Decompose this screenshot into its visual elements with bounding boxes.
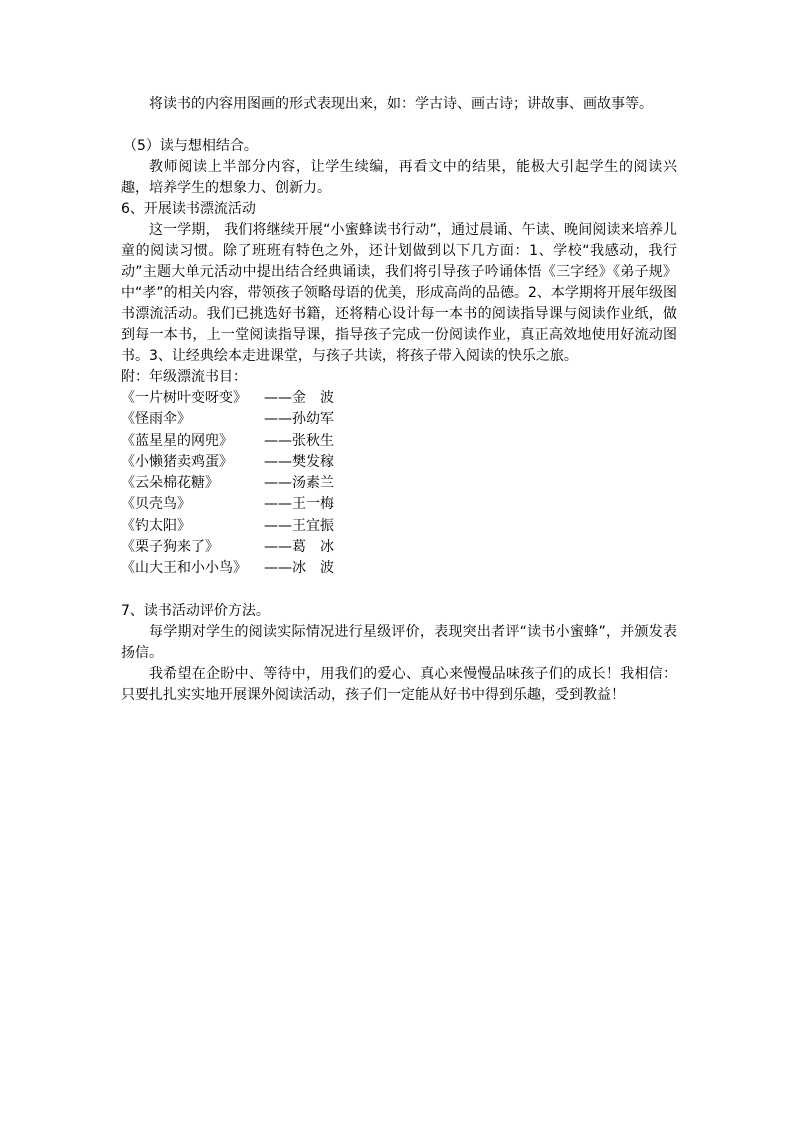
book-list-item	[121, 473, 677, 494]
book-title: 《贝壳鸟》	[121, 496, 191, 513]
book-list-item	[121, 409, 677, 430]
book-title: 《蓝星星的网兜》	[121, 432, 233, 449]
book-list-item	[121, 537, 677, 558]
book-list-item	[121, 388, 677, 409]
appendix-label: 附：年级漂流书目：	[121, 369, 247, 385]
book-author: ——张秋生	[264, 432, 334, 449]
section-6-heading: 6、开展读书漂流活动	[121, 201, 256, 217]
book-title: 《山大王和小小鸟》	[121, 560, 247, 577]
section-5-body: 教师阅读上半部分内容，让学生续编，再看文中的结果，能极大引起学生的阅读兴趣，培养学生的想象力、创新力。	[121, 159, 677, 196]
section-5-heading: （5）读与想相结合。	[123, 138, 258, 154]
book-list-item	[121, 494, 677, 515]
section-6-body: 这一学期， 我们将继续开展“小蜜蜂读书行动”，通过晨诵、午读、晚间阅读来培养儿童的阅读习惯。除了班班有特色之外，还计划做到以下几方面：1、学校“我感动，我行动”主题大单元活动中提出结合经典诵读，我们将引导孩子吟诵体悟《三字经》《弟子规》中“孝”的相关内容，带领孩子领略母语的优美，形成高尚的品德。2、本学期将开展年级图书漂流活动。我们已挑选好书籍，还将精心设计每一本书的阅读指导课与阅读作业纸，做到每一本书，上一堂阅读指导课，指导孩子完成一份阅读作业，真正高效地使用好流动图书。3、让经典绘本走进课堂，与孩子共读，将孩子带入阅读的快乐之旅。	[121, 222, 677, 364]
intro-paragraph: 将读书的内容用图画的形式表现出来，如：学古诗、画古诗；讲故事、画故事等。	[149, 96, 653, 112]
book-list-item	[121, 558, 677, 579]
book-author: ——樊发稼	[264, 453, 334, 470]
book-author: ——王一梅	[264, 496, 334, 513]
book-author: ——孙幼军	[264, 411, 334, 428]
book-list-item	[121, 431, 677, 452]
book-title: 《栗子狗来了》	[121, 539, 219, 556]
book-title: 《一片树叶变呀变》	[121, 390, 247, 406]
book-list-item	[121, 516, 677, 537]
section-7-body: 每学期对学生的阅读实际情况进行星级评价，表现突出者评“读书小蜜蜂”，并颁发表扬信。	[121, 623, 677, 661]
book-title: 《怪雨伞》	[121, 411, 191, 428]
book-title: 《钓太阳》	[121, 517, 191, 534]
book-author: ——冰 波	[264, 560, 334, 577]
book-list	[121, 388, 677, 580]
book-author: ——葛 冰	[264, 539, 334, 556]
document-page	[121, 94, 677, 706]
paragraph-gap	[121, 580, 677, 601]
book-title: 《云朵棉花糖》	[121, 475, 219, 492]
book-author: ——王宜振	[264, 517, 334, 534]
book-title: 《小懒猪卖鸡蛋》	[121, 453, 233, 470]
book-author: ——金 波	[264, 390, 334, 406]
book-list-item	[121, 452, 677, 473]
book-author: ——汤素兰	[264, 475, 334, 492]
section-7-heading: 7、读书活动评价方法。	[121, 602, 270, 619]
closing-paragraph: 我希望在企盼中、等待中，用我们的爱心、真心来慢慢品味孩子们的成长！我相信：只要扎扎实实地开展课外阅读活动，孩子们一定能从好书中得到乐趣，受到教益！	[121, 665, 677, 703]
paragraph-gap	[121, 115, 677, 136]
